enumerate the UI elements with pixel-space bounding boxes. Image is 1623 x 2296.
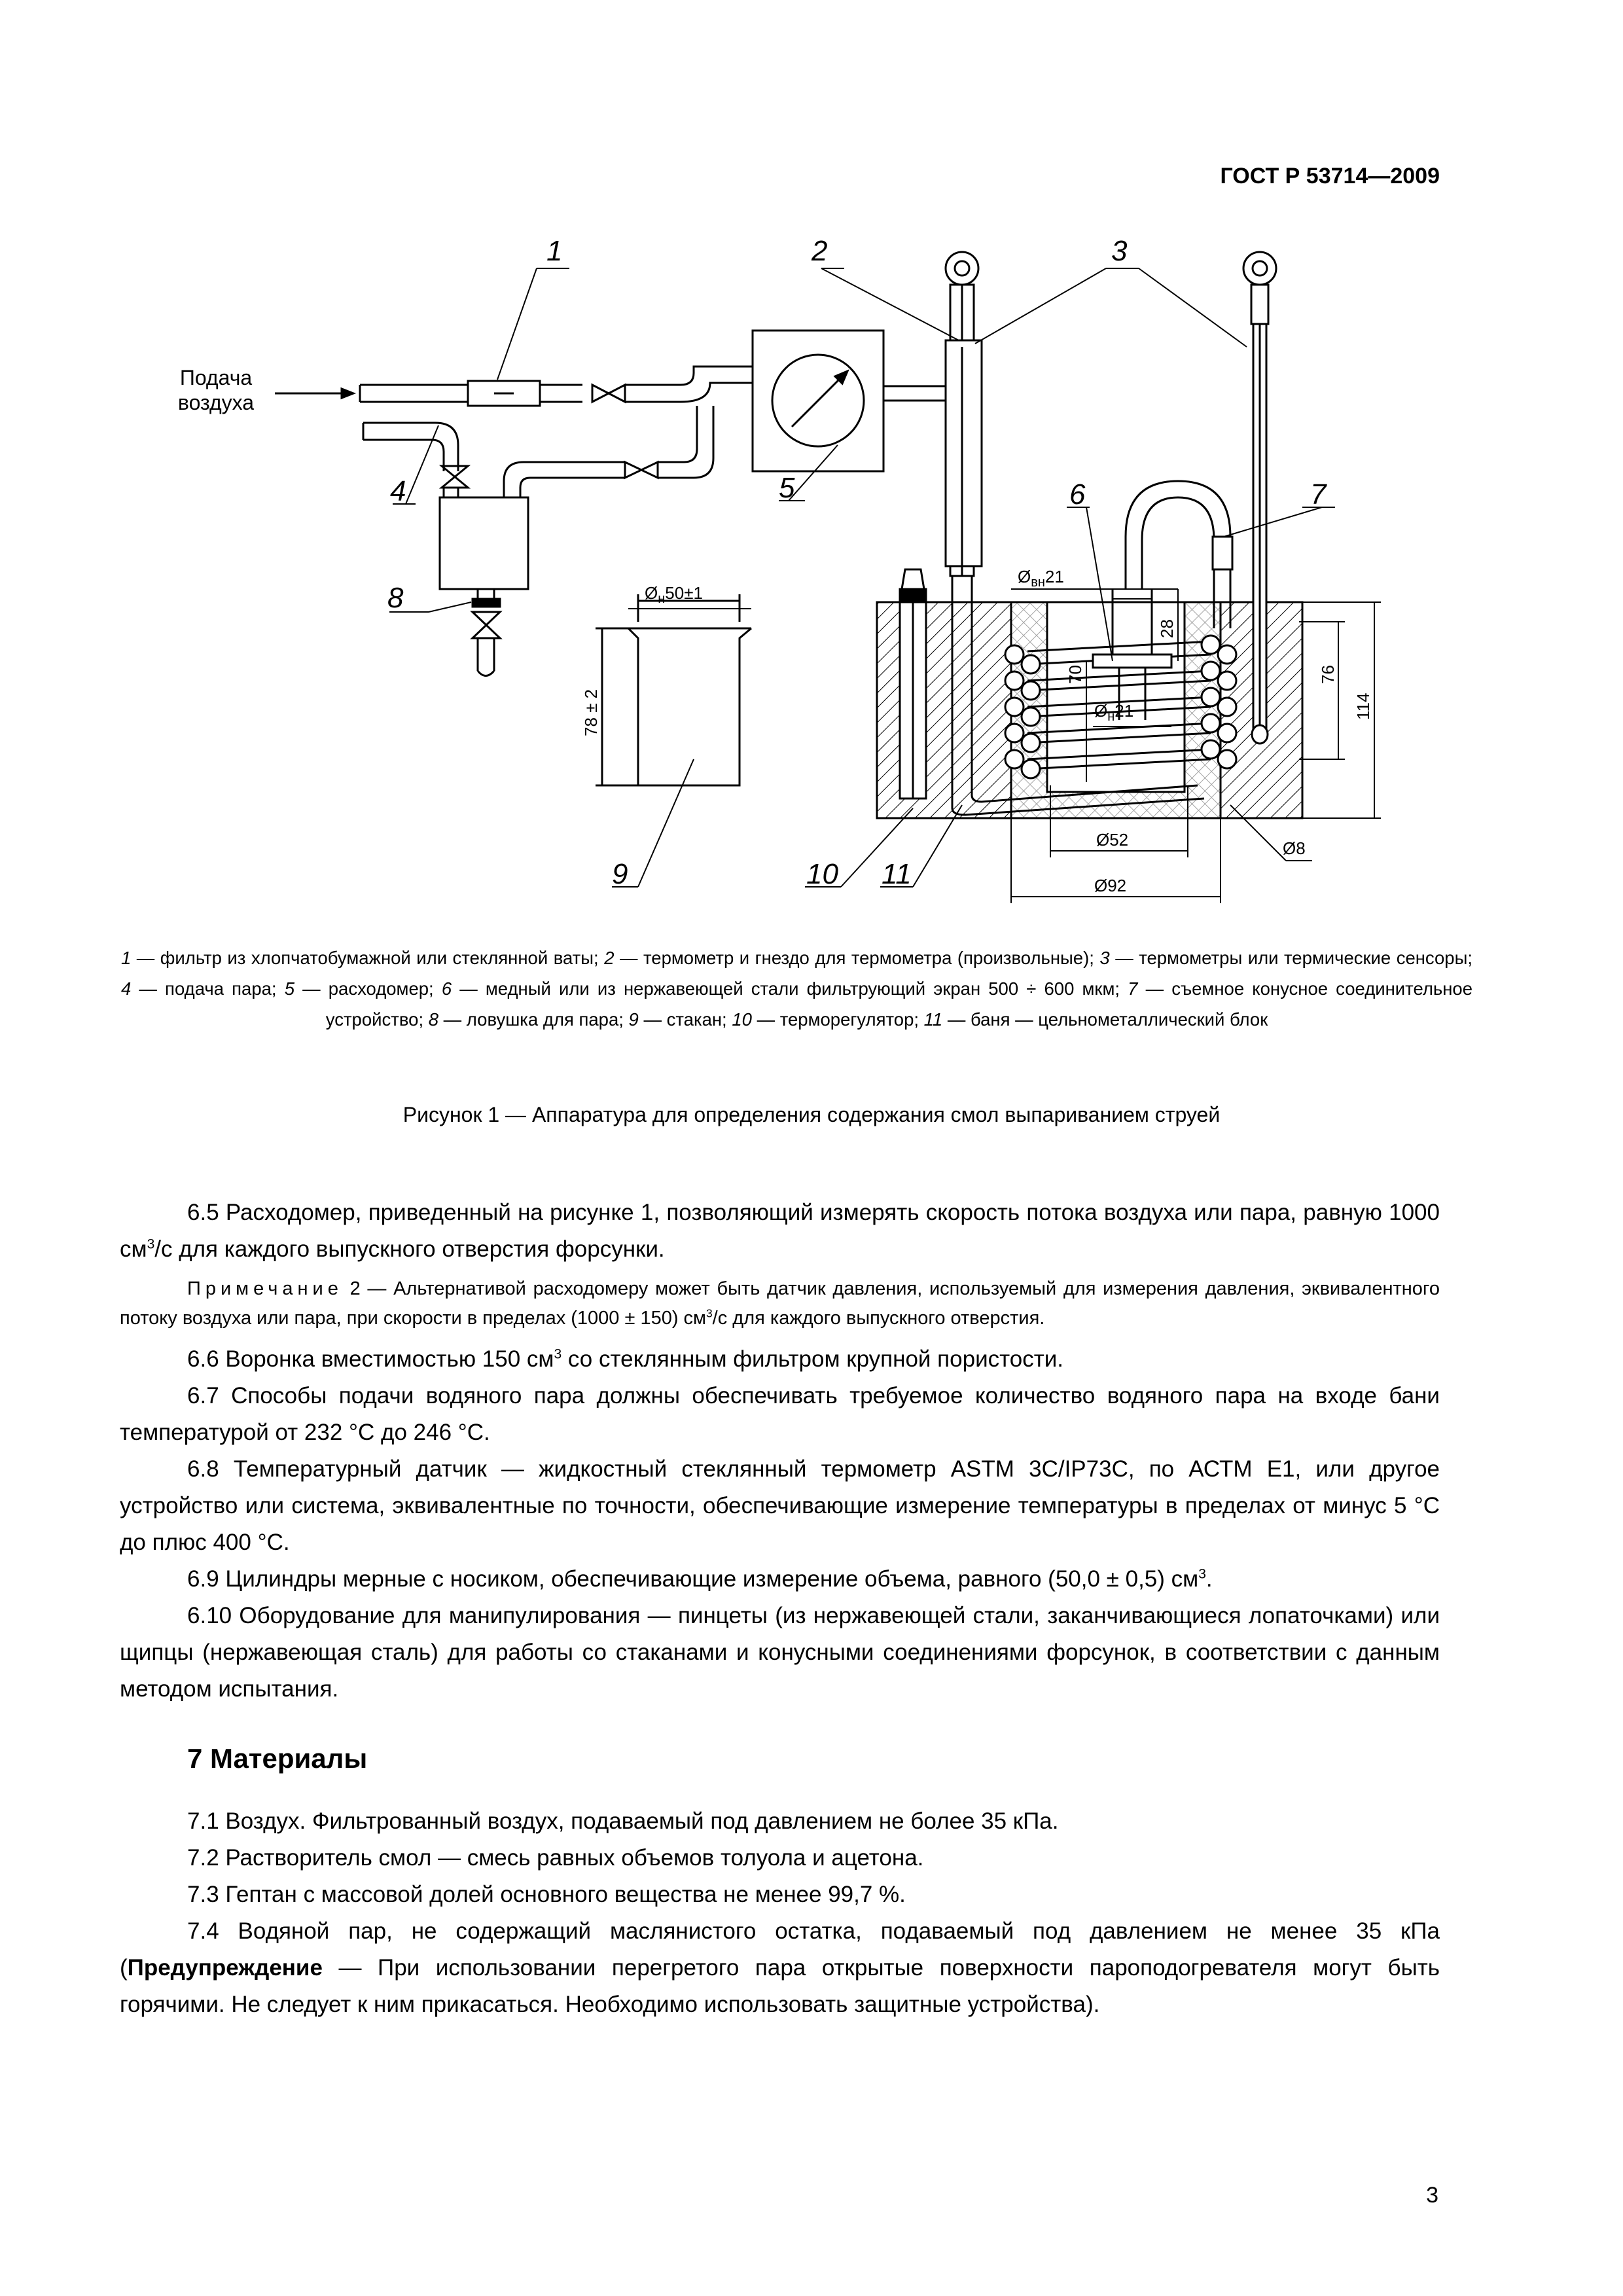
callout-2: 2 bbox=[812, 235, 828, 267]
legend-num-6: 6 bbox=[441, 978, 452, 999]
note-c: /с для каждого выпускного отверстия. bbox=[712, 1308, 1045, 1329]
legend-text-6: — медный или из нержавеющей стали фильтрующий экран 500 ÷ 600 мкм; bbox=[452, 978, 1128, 999]
legend-text-1: — фильтр из хлопчатобумажной или стеклянной ваты; bbox=[131, 948, 605, 968]
legend-num-1: 1 bbox=[121, 948, 132, 968]
legend-text-4: — подача пара; bbox=[131, 978, 285, 999]
p65-a: 6.5 Расходомер, приведенный на рисунке 1, позволяющий измерять скорость потока воздуха или пара, равную 1000 см bbox=[120, 1200, 1440, 1262]
dim-inner-diameter-value: 21 bbox=[1044, 567, 1064, 586]
callout-5: 5 bbox=[779, 472, 795, 504]
legend-num-11: 11 bbox=[923, 1009, 943, 1030]
dim-92: Ø92 bbox=[1094, 876, 1127, 895]
note-label: Примечание bbox=[187, 1278, 343, 1299]
paragraph-7-4 bbox=[120, 1913, 1440, 2023]
legend-text-8: — ловушка для пара; bbox=[438, 1009, 629, 1030]
apparatus-figure bbox=[0, 0, 1623, 929]
paragraph-7-3: 7.3 Гептан с массовой долей основного вещества не менее 99,7 %. bbox=[187, 1882, 906, 1907]
p66-a: 6.6 Воронка вместимостью 150 см bbox=[187, 1346, 554, 1372]
paragraph-6-5 bbox=[120, 1194, 1440, 1268]
dim-outer-diameter: $Ø_н21$ bbox=[1094, 701, 1134, 724]
main-text bbox=[120, 1194, 1440, 2023]
legend-text-7: — съемное конусное соединительное устройство; bbox=[325, 978, 1472, 1030]
legend-text-10: — терморегулятор; bbox=[751, 1009, 924, 1030]
p65-c: /с для каждого выпускного отверстия форсунки. bbox=[154, 1236, 665, 1262]
p66-c: со стеклянным фильтром крупной пористости. bbox=[562, 1346, 1064, 1372]
note-sup: 3 bbox=[706, 1306, 713, 1320]
p65-sup: 3 bbox=[147, 1236, 155, 1252]
figure-legend bbox=[121, 942, 1472, 1035]
section-7-heading: 7 Материалы bbox=[187, 1743, 368, 1774]
dim-8: Ø8 bbox=[1283, 838, 1306, 858]
p69-sup: 3 bbox=[1198, 1566, 1206, 1582]
document-standard-number: ГОСТ Р 53714—2009 bbox=[1220, 164, 1440, 188]
dim-28: 28 bbox=[1157, 619, 1177, 638]
dim-outer-diameter-value: 21 bbox=[1115, 701, 1134, 721]
dim-beaker-diameter-sub: н bbox=[658, 592, 666, 606]
callout-7: 7 bbox=[1310, 478, 1327, 511]
dim-114: 114 bbox=[1353, 692, 1373, 720]
callout-4: 4 bbox=[390, 475, 406, 507]
legend-text-9: — стакан; bbox=[638, 1009, 732, 1030]
paragraph-7-2: 7.2 Растворитель смол — смесь равных объемов толуола и ацетона. bbox=[187, 1845, 924, 1871]
figure-caption: Рисунок 1 — Аппаратура для определения содержания смол выпариванием струей bbox=[402, 1103, 1221, 1126]
air-supply-label-1: Подача bbox=[179, 366, 253, 389]
paragraph-6-10: 6.10 Оборудование для манипулирования — пинцеты (из нержавеющей стали, заканчивающиеся лопаточками) или щипцы (нержавеющая сталь) для работы со стаканами и конусными соединениями форсунок, в соответствии с данным методом испытания. bbox=[120, 1603, 1440, 1702]
legend-text-11: — баня — цельнометаллический блок bbox=[942, 1009, 1268, 1030]
paragraph-7-1: 7.1 Воздух. Фильтрованный воздух, подаваемый под давлением не более 35 кПа. bbox=[187, 1808, 1059, 1834]
callout-9: 9 bbox=[612, 858, 628, 890]
legend-num-8: 8 bbox=[428, 1009, 439, 1030]
dim-beaker-diameter-prefix: Ø bbox=[645, 583, 658, 603]
p69-c: . bbox=[1205, 1566, 1213, 1592]
dim-52: Ø52 bbox=[1096, 830, 1129, 850]
legend-text-2: — термометр и гнездо для термометра (произвольные); bbox=[614, 948, 1100, 968]
legend-num-4: 4 bbox=[121, 978, 132, 999]
legend-num-2: 2 bbox=[604, 948, 615, 968]
legend-num-5: 5 bbox=[284, 978, 294, 999]
callout-10: 10 bbox=[806, 858, 838, 890]
page-number: 3 bbox=[1426, 2183, 1438, 2208]
dim-76: 76 bbox=[1318, 665, 1338, 684]
legend-num-3: 3 bbox=[1099, 948, 1110, 968]
callout-6: 6 bbox=[1069, 478, 1086, 511]
dim-beaker-height: 78 ± 2 bbox=[581, 689, 601, 736]
callout-3: 3 bbox=[1111, 235, 1128, 267]
callout-8: 8 bbox=[387, 582, 404, 614]
p66-sup: 3 bbox=[554, 1346, 562, 1362]
paragraph-6-9 bbox=[120, 1561, 1440, 1598]
paragraph-6-7: 6.7 Способы подачи водяного пара должны обеспечивать требуемое количество водяного пара на входе бани температурой от 232 °С до 246 °С. bbox=[120, 1383, 1440, 1445]
callout-1: 1 bbox=[546, 235, 563, 267]
callout-11: 11 bbox=[882, 858, 912, 890]
p69-a: 6.9 Цилиндры мерные с носиком, обеспечивающие измерение объема, равного (50,0 ± 0,5) см bbox=[187, 1566, 1199, 1592]
dim-beaker-diameter bbox=[645, 583, 703, 606]
dim-beaker-diameter-value: 50±1 bbox=[665, 583, 703, 603]
p74-a: 7.4 Водяной пар, не содержащий маслянистого остатка, подаваемый под давлением не менее 35 кПа ( bbox=[120, 1918, 1440, 1981]
paragraph-6-6 bbox=[120, 1341, 1440, 1378]
dim-inner-diameter: $Ø_{вн}21$ bbox=[1018, 567, 1064, 590]
note-2 bbox=[120, 1274, 1440, 1333]
dim-inner-diameter-sub: вн bbox=[1031, 575, 1045, 590]
legend-num-9: 9 bbox=[628, 1009, 639, 1030]
dim-outer-diameter-sub: н bbox=[1107, 709, 1115, 724]
dim-70: 70 bbox=[1065, 665, 1085, 684]
p74-c: — При использовании перегретого пара открытые поверхности пароподогревателя могут быть горячими. Не следует к ним прикасаться. Необходимо использовать защитные устройства). bbox=[120, 1955, 1440, 2017]
p74-warning: Предупреждение bbox=[127, 1955, 323, 1981]
paragraph-6-8: 6.8 Температурный датчик — жидкостный стеклянный термометр ASTM 3C/IP73C, по АСТМ Е1, или другое устройство или система, эквивалентные по точности, обеспечивающие измерение температуры в пределах от минус 5 °С до плюс 400 °С. bbox=[120, 1456, 1440, 1555]
legend-num-10: 10 bbox=[732, 1009, 752, 1030]
note-a: 2 — Альтернативой расходомеру может быть датчик давления, используемый для измерения давления, эквивалентного потоку воздуха или пара, при скорости в пределах (1000 ± 150) см bbox=[120, 1278, 1440, 1329]
legend-num-7: 7 bbox=[1128, 978, 1138, 999]
legend-text-5: — расходомер; bbox=[294, 978, 442, 999]
air-supply-label-2: воздуха bbox=[177, 391, 255, 414]
legend-text-3: — термометры или термические сенсоры; bbox=[1109, 948, 1472, 968]
